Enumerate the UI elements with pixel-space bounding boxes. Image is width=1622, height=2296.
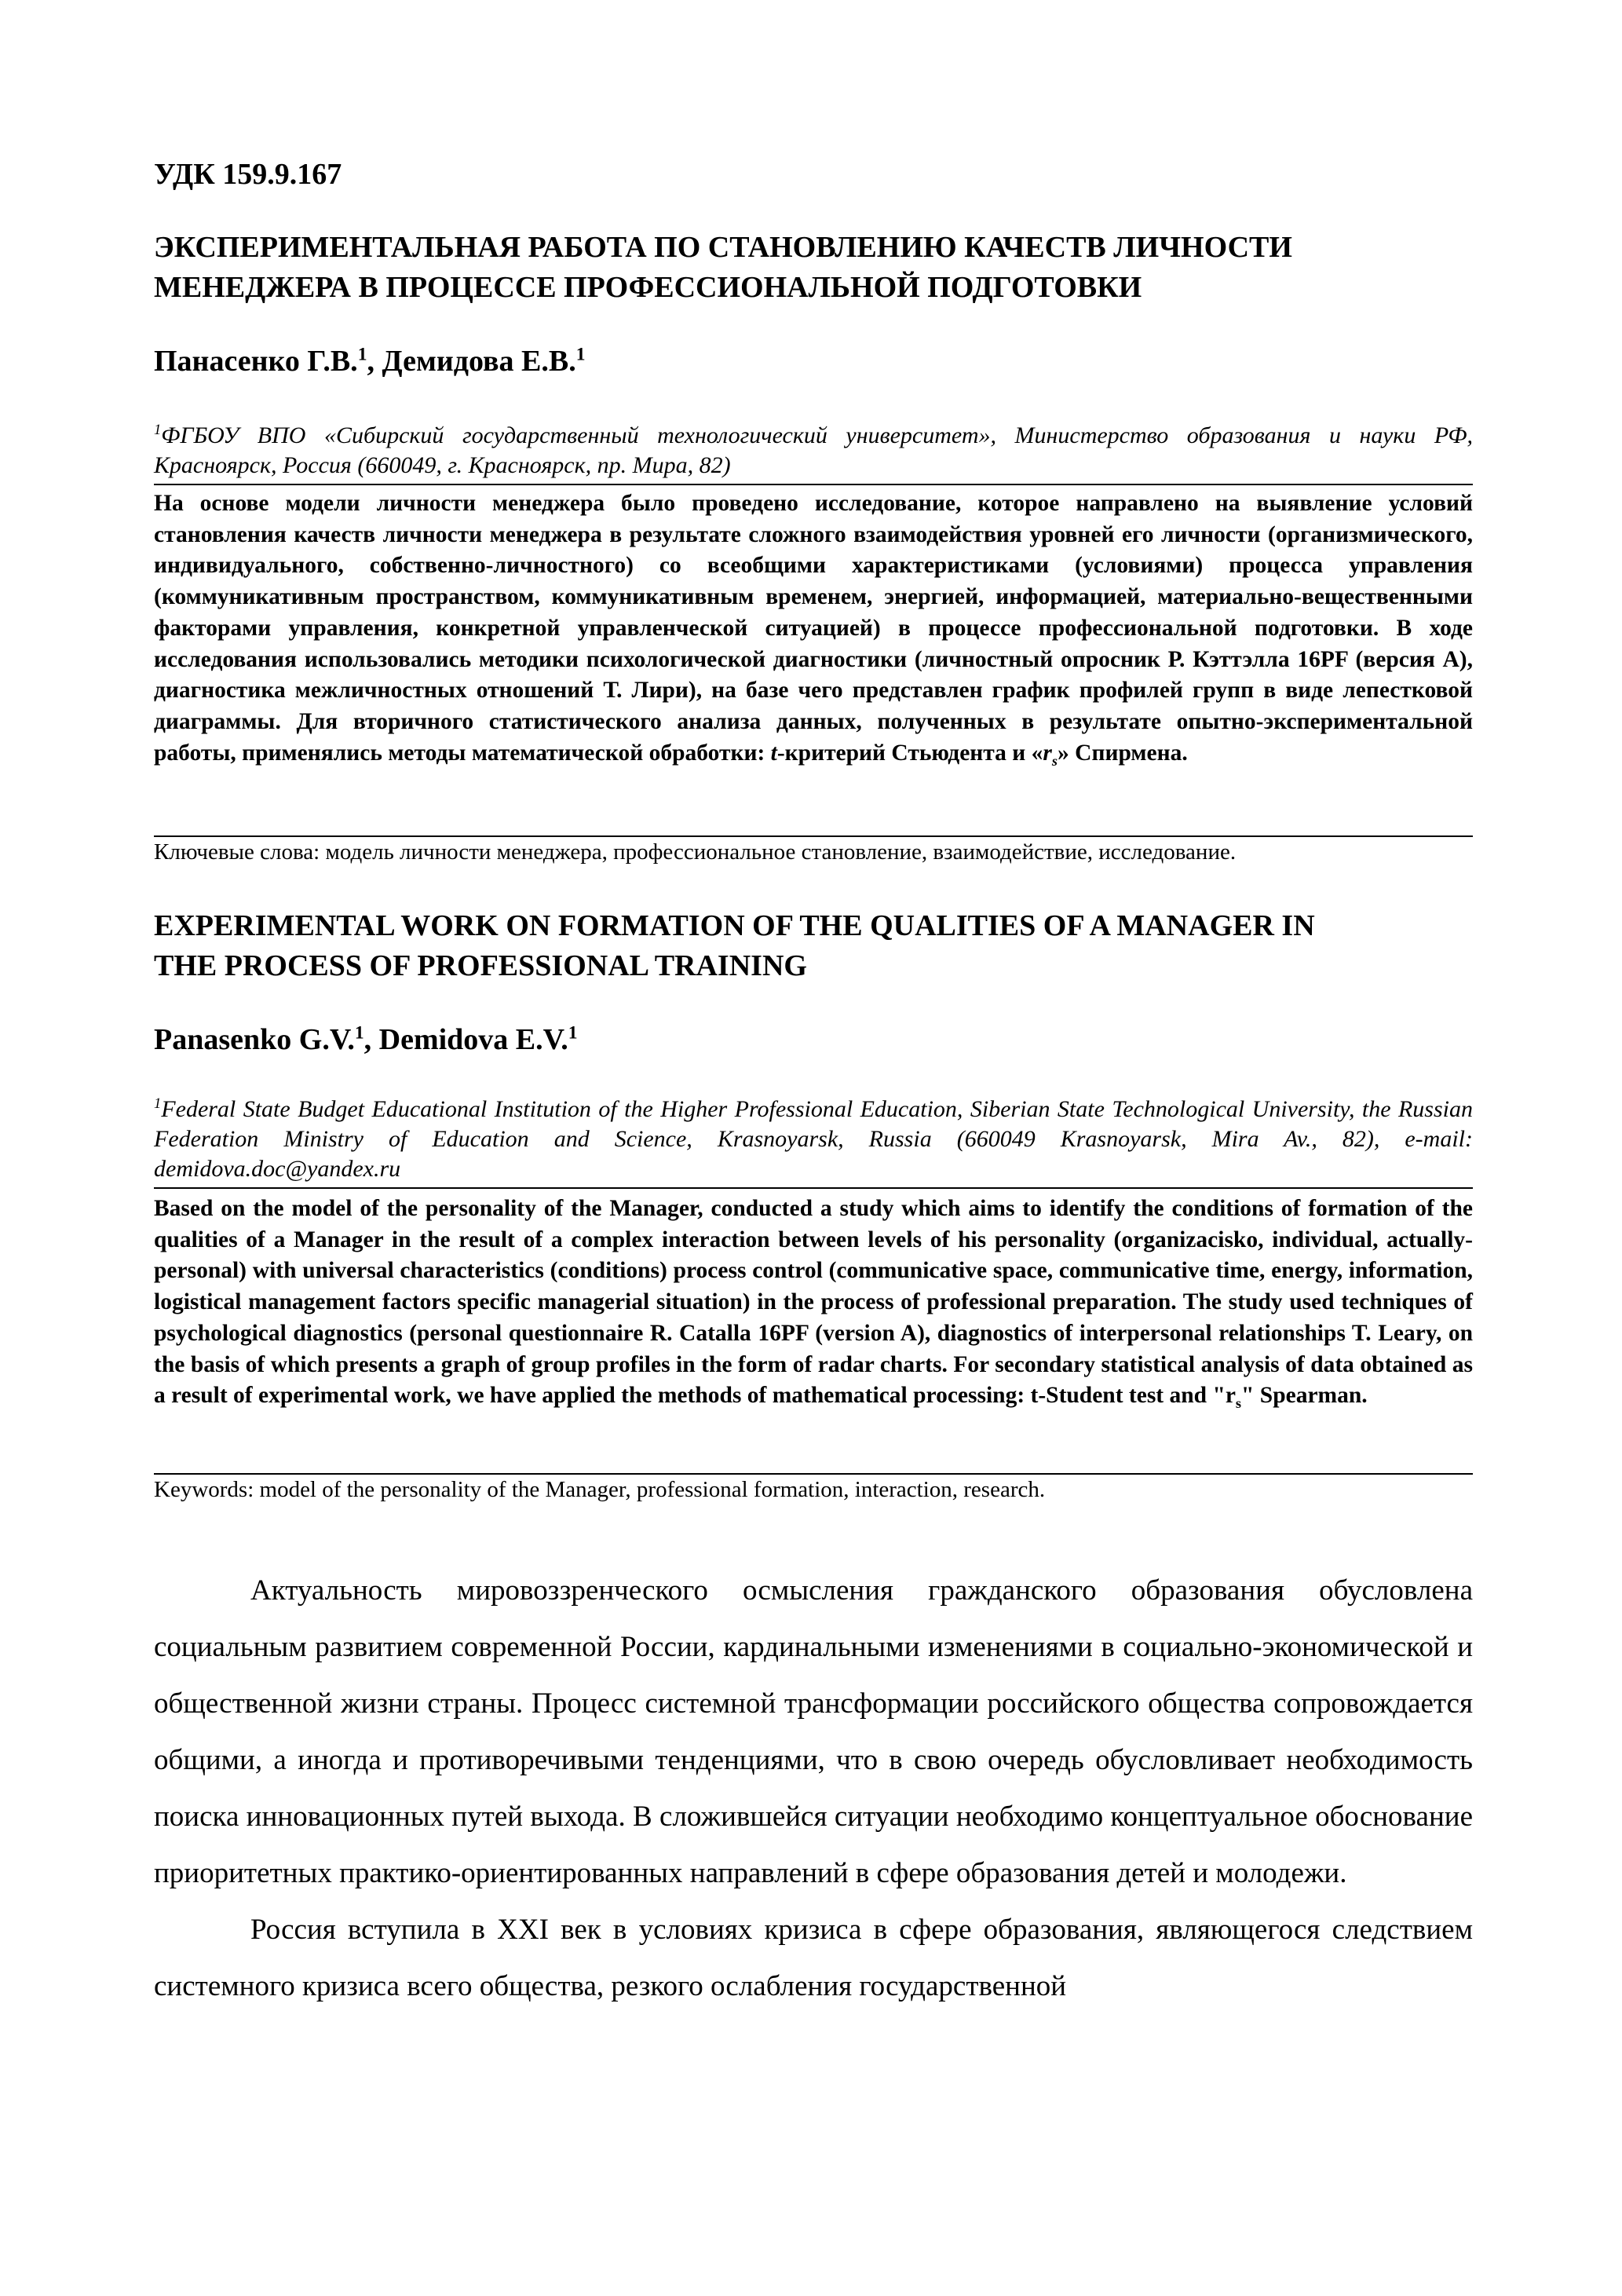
keywords-en: Keywords: model of the personality of the Manager, professional formation, interaction, research. bbox=[154, 1473, 1473, 1504]
abstract-ru-r-sub: s bbox=[1051, 752, 1058, 769]
abstract-en-end: " Spearman. bbox=[1241, 1383, 1368, 1409]
paragraph-1: Актуальность мировоззренческого осмысления гражданского образования обусловлена социальным развитием современной России, кардинальными изменениями в социально-экономической и общественной жизни страны. Процесс системной трансформации российского общества сопровождается общими, а иногда и противоречивыми тенденциями, что в свою очередь обусловливает необходимость поиска инновационных путей выхода. В сложившейся ситуации необходимо концептуальное обоснование приоритетных практико-ориентированных направлений в сфере образования детей и молодежи. bbox=[154, 1574, 1473, 1889]
author-en-2-sup: 1 bbox=[568, 1022, 578, 1044]
author-ru-2-sup: 1 bbox=[575, 344, 586, 365]
authors-en bbox=[154, 1022, 1473, 1057]
affiliation-ru-text: ФГБОУ ВПО «Сибирский государственный технологический университет», Министерство образования и науки РФ, Красноярск, Россия (660049, г. Красноярск, пр. Мира, 82) bbox=[154, 422, 1473, 478]
title-en-line1: EXPERIMENTAL WORK ON FORMATION OF THE QUALITIES OF A MANAGER IN bbox=[154, 909, 1315, 942]
paragraph-2: Россия вступила в XXI век в условиях кризиса в сфере образования, являющегося следствием системного кризиса всего общества, резкого ослабления государственной bbox=[154, 1914, 1473, 2002]
udk-code: УДК 159.9.167 bbox=[154, 158, 342, 191]
author-ru-1: Панасенко Г.В. bbox=[154, 345, 358, 378]
body-text bbox=[154, 1563, 1473, 2015]
author-en-1: Panasenko G.V. bbox=[154, 1023, 355, 1056]
author-ru-1-sup: 1 bbox=[357, 344, 367, 365]
abstract-en bbox=[154, 1194, 1473, 1412]
title-en-line2: THE PROCESS OF PROFESSIONAL TRAINING bbox=[154, 949, 807, 982]
affiliation-en-text: Federal State Budget Educational Institution of the Higher Professional Education, Siberian State Technological University, the Russian Federation Ministry of Education and Science, Krasnoyarsk, Russia (660049 Krasnoyarsk, Mira Av., 82), e-mail: demidova.doc@yandex.ru bbox=[154, 1096, 1473, 1182]
abstract-ru bbox=[154, 488, 1473, 769]
author-en-1-sup: 1 bbox=[354, 1022, 364, 1044]
abstract-en-main: Based on the model of the personality of the Manager, conducted a study which aims to identify the conditions of formation of the qualities of a Manager in the result of a complex interaction between levels of his personality (organizacisko, individual, actually-personal) with universal characteristics (conditions) process control (communicative space, communicative time, energy, information, logistical management factors specific managerial situation) in the process of professional preparation. The study used techniques of psychological diagnostics (personal questionnaire R. Catalla 16PF (version A), diagnostics of interpersonal relationships T. Leary, on the basis of which presents a graph of group profiles in the form of radar charts. For secondary statistical analysis of data obtained as a result of experimental work, we have applied the methods of mathematical processing: t-Student test and "r bbox=[154, 1196, 1473, 1409]
abstract-ru-mid: -критерий Стьюдента и « bbox=[776, 740, 1043, 766]
title-ru bbox=[154, 228, 1473, 308]
affiliation-en bbox=[154, 1095, 1473, 1189]
affiliation-ru bbox=[154, 421, 1473, 485]
author-en-2: Demidova E.V. bbox=[378, 1023, 568, 1056]
authors-ru bbox=[154, 344, 1473, 378]
abstract-en-r-sub: s bbox=[1235, 1395, 1242, 1412]
affiliation-ru-sup: 1 bbox=[154, 422, 162, 438]
abstract-ru-main: На основе модели личности менеджера было проведено исследование, которое направлено на выявление условий становления качеств личности менеджера в результате сложного взаимодействия уровней его личности (организмического, индивидуального, собственно-личностного) со всеобщими характеристиками (условиями) процесса управления (коммуникативным пространством, коммуникативным временем, энергией, информацией, материально-вещественными факторами управления, конкретной управленческой ситуацией) в процессе профессиональной подготовки. В ходе исследования использовались методики психологической диагностики (личностный опросник Р. Кэттэлла 16PF (версия А), диагностика межличностных отношений Т. Лири), на базе чего представлен график профилей групп в виде лепестковой диаграммы. Для вторичного статистического анализа данных, полученных в результате опытно-экспериментальной работы, применялись методы математической обработки: bbox=[154, 491, 1473, 766]
abstract-ru-r: r bbox=[1043, 740, 1052, 766]
title-ru-line2: МЕНЕДЖЕРА В ПРОЦЕССЕ ПРОФЕССИОНАЛЬНОЙ ПОДГОТОВКИ bbox=[154, 271, 1142, 304]
abstract-ru-t: t bbox=[770, 740, 777, 766]
author-ru-2: Демидова Е.В. bbox=[382, 345, 576, 378]
abstract-ru-end: » Спирмена. bbox=[1058, 740, 1188, 766]
affiliation-en-sup: 1 bbox=[154, 1095, 162, 1112]
author-en-sep: , bbox=[363, 1023, 379, 1056]
title-en bbox=[154, 906, 1473, 986]
keywords-ru: Ключевые слова: модель личности менеджера, профессиональное становление, взаимодействие, исследование. bbox=[154, 835, 1473, 867]
title-ru-line1: ЭКСПЕРИМЕНТАЛЬНАЯ РАБОТА ПО СТАНОВЛЕНИЮ КАЧЕСТВ ЛИЧНОСТИ bbox=[154, 231, 1292, 264]
author-ru-sep: , bbox=[367, 345, 382, 378]
